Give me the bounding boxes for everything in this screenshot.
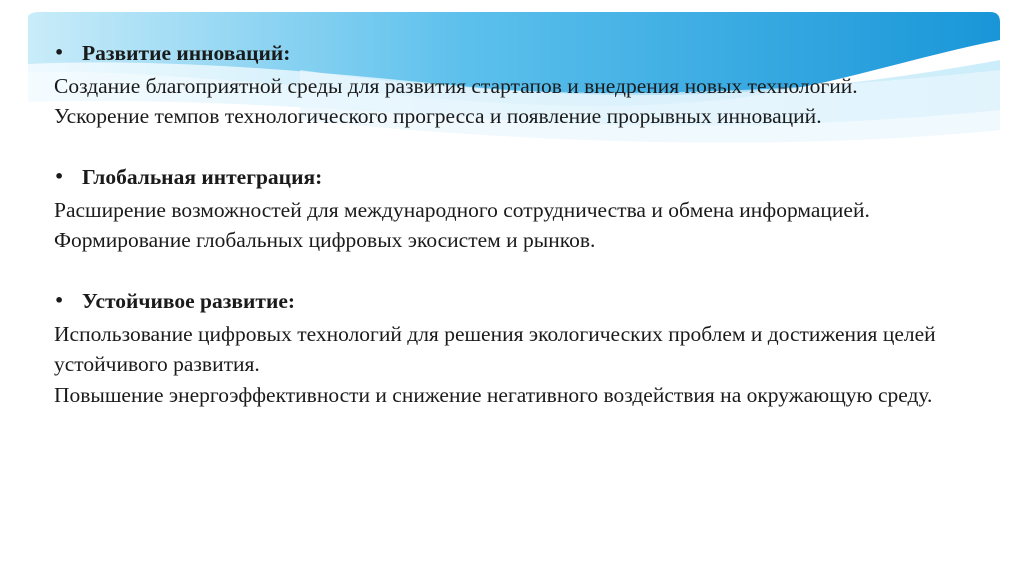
paragraph: Повышение энергоэффективности и снижение негативного воздействия на окружающую среду. [54,382,933,407]
bullet-icon: • [54,291,65,310]
section-innovation [54,38,994,132]
heading-text: Устойчивое развитие: [82,289,296,313]
paragraph: Ускорение темпов технологического прогресса и появление прорывных инноваций. [54,104,822,128]
section-global-integration [54,162,994,256]
section-heading [54,286,994,319]
heading-text: Глобальная интеграция: [82,165,323,189]
paragraph: Создание благоприятной среды для развития стартапов и внедрения новых технологий. [54,73,858,98]
section-heading [54,38,994,71]
bullet-icon: • [54,167,65,186]
paragraph: Расширение возможностей для международного сотрудничества и обмена информацией. [54,197,870,222]
section-heading [54,162,994,195]
bullet-icon: • [54,43,65,62]
paragraph: Использование цифровых технологий для решения экологических проблем и достижения целей устойчивого развития. [54,321,936,376]
section-sustainable-development [54,286,994,410]
paragraph: Формирование глобальных цифровых экосистем и рынков. [54,228,596,252]
heading-text: Развитие инноваций: [82,41,291,65]
main-content [54,38,994,441]
